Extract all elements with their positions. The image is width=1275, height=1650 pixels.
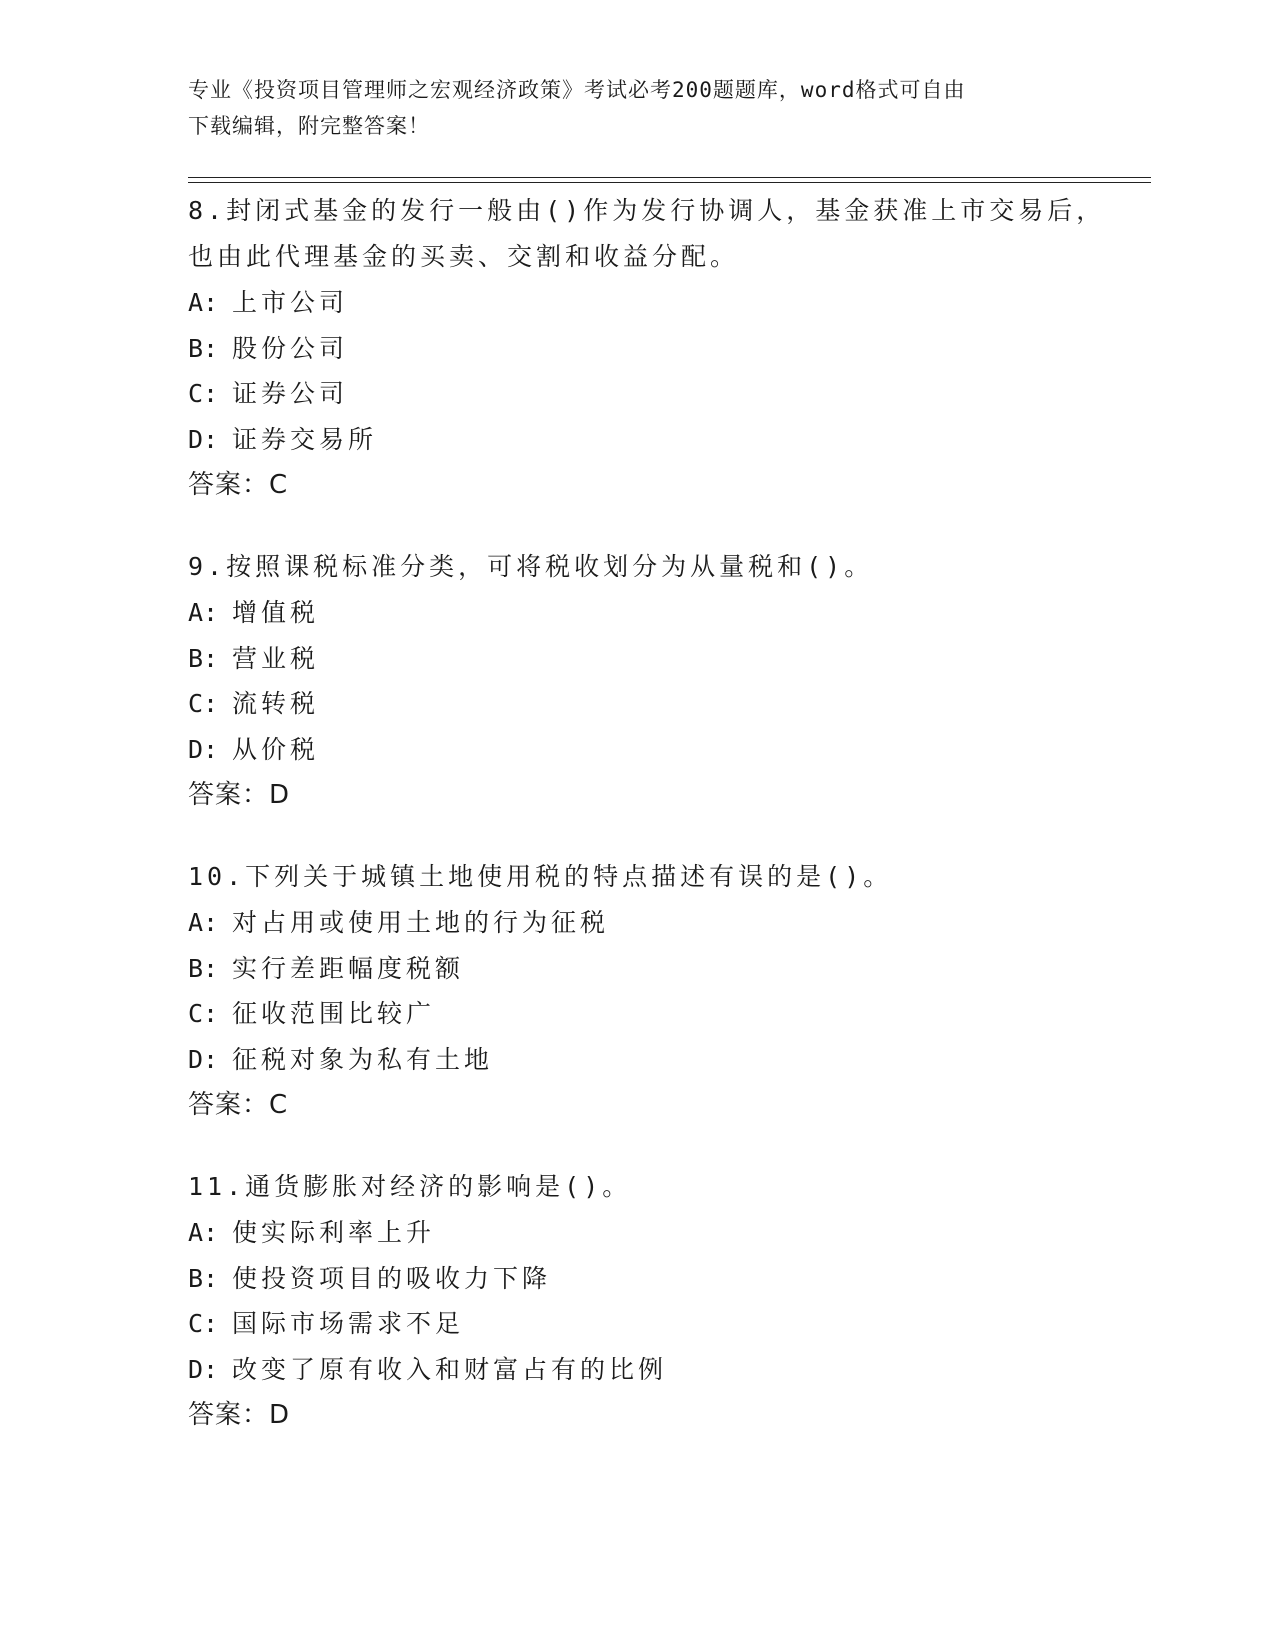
option-text: 增值税 <box>232 598 320 627</box>
option-letter: B: <box>188 643 219 673</box>
question-item <box>188 544 1108 818</box>
option-b <box>188 636 1108 682</box>
option-text: 上市公司 <box>232 288 349 317</box>
option-letter: A: <box>188 598 219 627</box>
question-number: 11. <box>188 1172 246 1201</box>
question-text <box>188 544 1108 590</box>
question-item <box>188 1164 1108 1438</box>
option-text: 流转税 <box>232 689 320 718</box>
option-a <box>188 900 1108 946</box>
option-letter: C: <box>188 1309 219 1338</box>
option-text: 营业税 <box>232 643 320 673</box>
header-divider-bottom <box>188 182 1151 183</box>
option-text: 使实际利率上升 <box>232 1218 436 1247</box>
option-letter: A: <box>188 908 219 937</box>
answer-line: 答案：D <box>188 1400 291 1430</box>
option-text: 使投资项目的吸收力下降 <box>232 1263 552 1293</box>
question-item <box>188 188 1108 508</box>
header-divider-top <box>188 177 1151 178</box>
option-letter: B: <box>188 953 219 983</box>
option-text: 征税对象为私有土地 <box>232 1044 494 1074</box>
option-c <box>188 681 1108 727</box>
option-text: 股份公司 <box>232 333 349 363</box>
option-text: 实行差距幅度税额 <box>232 953 465 983</box>
header-title-line-2: 下载编辑，附完整答案！ <box>188 114 430 138</box>
question-list <box>188 188 1108 1474</box>
answer-line: 答案：C <box>188 470 289 500</box>
option-b <box>188 1256 1108 1302</box>
question-item <box>188 854 1108 1128</box>
option-c <box>188 1301 1108 1347</box>
option-letter: B: <box>188 333 219 363</box>
option-d <box>188 1347 1108 1393</box>
document-header <box>188 72 1088 144</box>
option-letter: D: <box>188 424 219 454</box>
question-number: 9. <box>188 552 227 581</box>
answer-line: 答案：C <box>188 1090 289 1120</box>
option-text: 征收范围比较广 <box>232 999 436 1028</box>
option-b <box>188 946 1108 992</box>
option-a <box>188 280 1108 326</box>
option-d <box>188 417 1108 463</box>
option-a <box>188 590 1108 636</box>
header-title-line-1: 专业《投资项目管理师之宏观经济政策》考试必考200题题库，word格式可自由 <box>188 78 966 102</box>
option-text: 证券公司 <box>232 379 349 408</box>
option-letter: A: <box>188 288 219 317</box>
option-letter: C: <box>188 999 219 1028</box>
option-text: 证券交易所 <box>232 424 378 454</box>
question-text <box>188 854 1108 900</box>
option-letter: D: <box>188 734 219 764</box>
option-letter: D: <box>188 1044 219 1074</box>
question-body: 封闭式基金的发行一般由()作为发行协调人，基金获准上市交易后，也由此代理基金的买卖、交割和收益分配。 <box>188 196 1106 271</box>
option-b <box>188 326 1108 372</box>
question-text <box>188 1164 1108 1210</box>
option-text: 国际市场需求不足 <box>232 1309 465 1338</box>
question-body: 下列关于城镇土地使用税的特点描述有误的是()。 <box>245 862 893 891</box>
option-text: 对占用或使用土地的行为征税 <box>232 908 610 937</box>
option-a <box>188 1210 1108 1256</box>
question-body: 通货膨胀对经济的影响是()。 <box>245 1172 632 1201</box>
option-letter: A: <box>188 1218 219 1247</box>
option-text: 改变了原有收入和财富占有的比例 <box>232 1354 668 1384</box>
option-d <box>188 1037 1108 1083</box>
option-letter: B: <box>188 1263 219 1293</box>
question-number: 8. <box>188 196 227 225</box>
option-d <box>188 727 1108 773</box>
question-body: 按照课税标准分类，可将税收划分为从量税和()。 <box>226 552 874 581</box>
option-text: 从价税 <box>232 734 320 764</box>
answer-line: 答案：D <box>188 780 291 810</box>
question-text <box>188 188 1108 280</box>
option-c <box>188 991 1108 1037</box>
option-c <box>188 371 1108 417</box>
question-number: 10. <box>188 862 246 891</box>
option-letter: D: <box>188 1354 219 1384</box>
option-letter: C: <box>188 379 219 408</box>
option-letter: C: <box>188 689 219 718</box>
